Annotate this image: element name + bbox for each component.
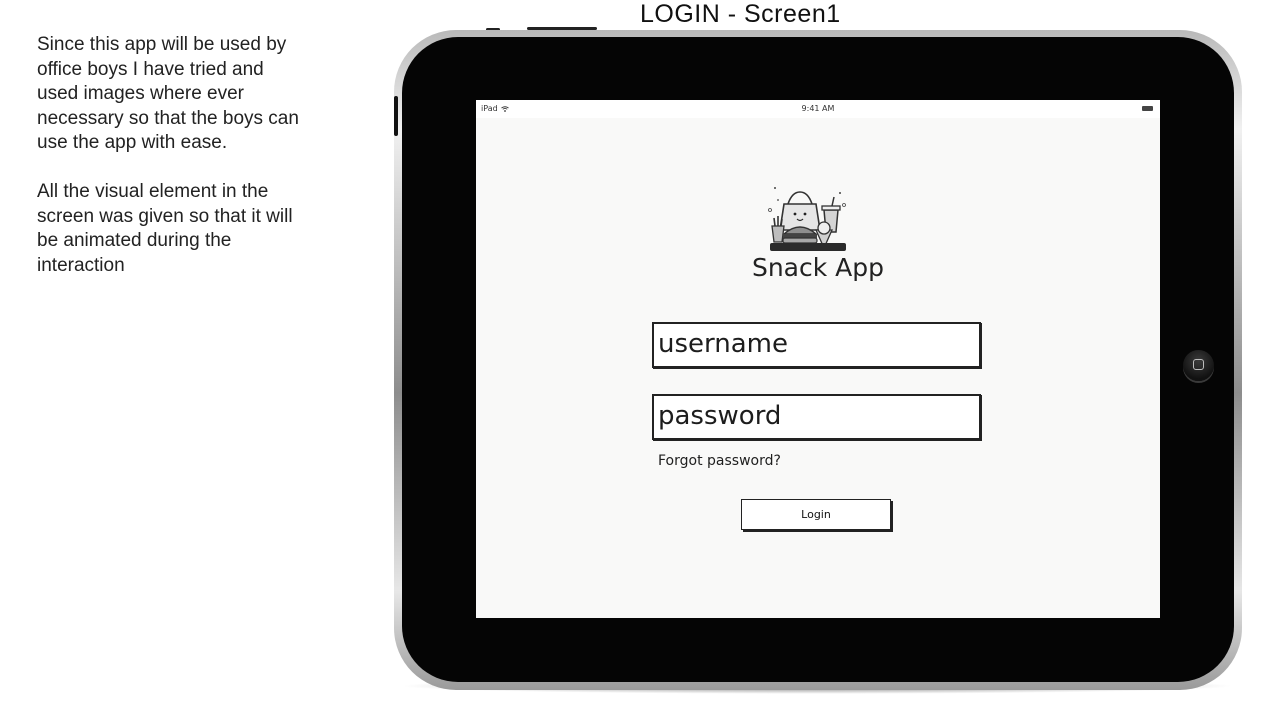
username-field[interactable]: username [652,322,981,368]
screen-title: LOGIN - Screen1 [640,0,841,28]
app-name: Snack App [751,253,885,282]
forgot-password-link[interactable]: Forgot password? [658,453,781,469]
login-button-label: Login [801,508,831,521]
design-note-paragraph-2: All the visual element in the screen was given so that it will be animated during the interaction [37,180,293,276]
battery-icon [1142,106,1153,111]
password-field[interactable]: password [652,394,981,440]
snack-bag-logo-icon [766,186,850,254]
design-note [37,33,302,302]
status-bar [476,100,1160,118]
design-note-paragraph-1: Since this app will be used by office boys I have tried and used images where ever necessary so that the boys can use the app with ease. [37,34,299,154]
login-button[interactable] [741,499,891,530]
status-time: 9:41 AM [801,104,835,113]
power-button [394,96,398,136]
home-button-icon[interactable] [1183,350,1214,381]
carrier-label: iPad [481,104,498,113]
device-screen [476,100,1160,618]
